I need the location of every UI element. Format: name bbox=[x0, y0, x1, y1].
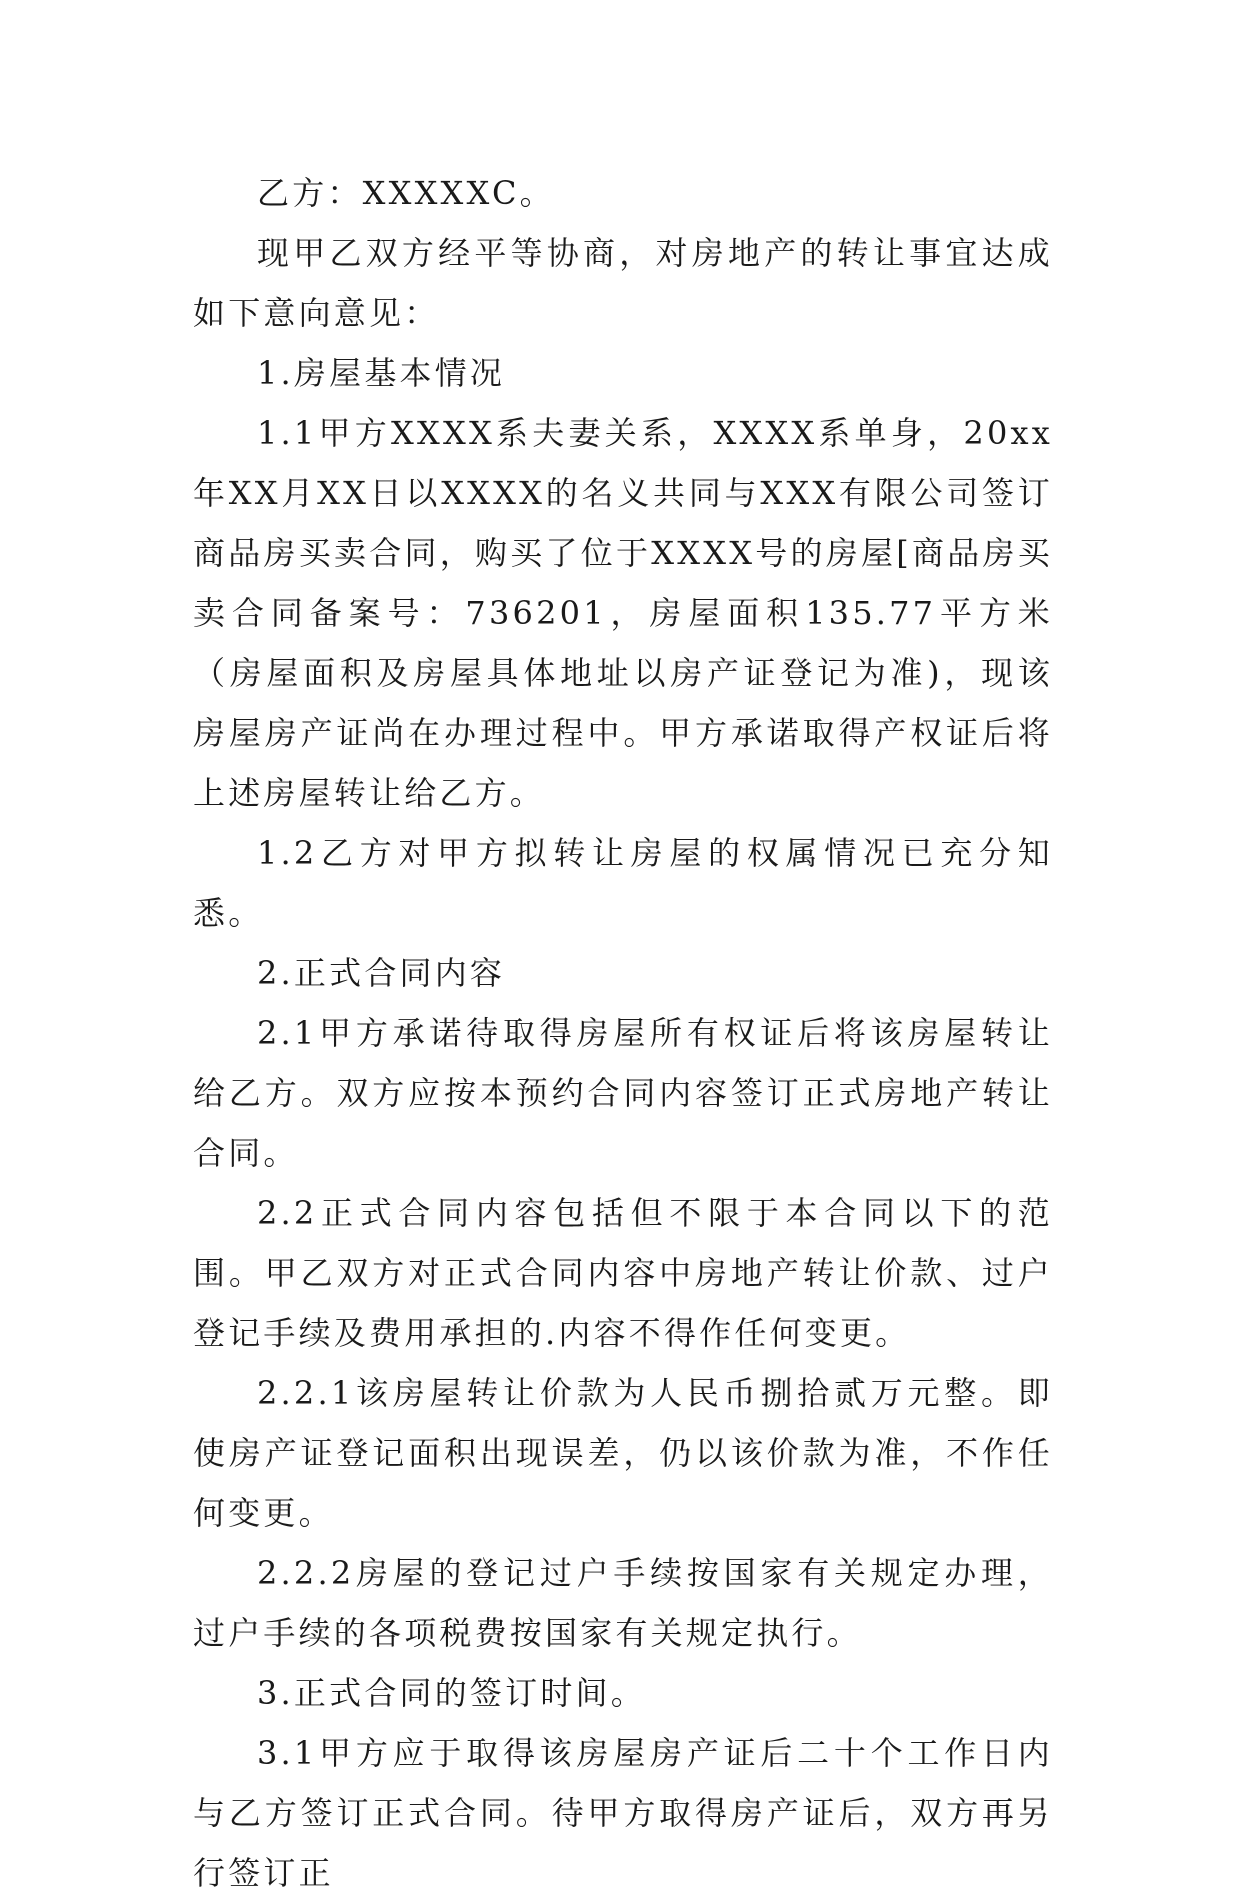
heading-section-3: 3.正式合同的签订时间。 bbox=[257, 1674, 646, 1712]
heading-section-2: 2.正式合同内容 bbox=[257, 954, 506, 992]
paragraph-2-2-1: 2.2.1该房屋转让价款为人民币捌拾贰万元整。即使房产证登记面积出现误差，仍以该价款为准，不作任何变更。 bbox=[193, 1374, 1053, 1532]
paragraph-1-2: 1.2乙方对甲方拟转让房屋的权属情况已充分知悉。 bbox=[193, 834, 1053, 932]
paragraph-2-1: 2.1甲方承诺待取得房屋所有权证后将该房屋转让给乙方。双方应按本预约合同内容签订正式房地产转让合同。 bbox=[193, 1014, 1053, 1172]
heading-section-1: 1.房屋基本情况 bbox=[257, 354, 506, 392]
paragraph-intro: 现甲乙双方经平等协商，对房地产的转让事宜达成如下意向意见： bbox=[193, 234, 1053, 332]
paragraph-party-b: 乙方：XXXXXC。 bbox=[257, 174, 555, 212]
paragraph-2-2: 2.2正式合同内容包括但不限于本合同以下的范围。甲乙双方对正式合同内容中房地产转让价款、过户登记手续及费用承担的.内容不得作任何变更。 bbox=[193, 1194, 1053, 1352]
document-body bbox=[193, 163, 1053, 1903]
paragraph-1-1: 1.1甲方XXXX系夫妻关系，XXXX系单身，20xx年XX月XX日以XXXX的名义共同与XXX有限公司签订商品房买卖合同，购买了位于XXXX号的房屋[商品房买卖合同备案号：736201，房屋面积135.77平方米（房屋面积及房屋具体地址以房产证登记为准)，现该房屋房产证尚在办理过程中。甲方承诺取得产权证后将上述房屋转让给乙方。 bbox=[193, 414, 1053, 812]
paragraph-2-2-2: 2.2.2房屋的登记过户手续按国家有关规定办理，过户手续的各项税费按国家有关规定执行。 bbox=[193, 1554, 1053, 1652]
paragraph-3-1: 3.1甲方应于取得该房屋房产证后二十个工作日内与乙方签订正式合同。待甲方取得房产证后，双方再另行签订正 bbox=[193, 1734, 1053, 1892]
